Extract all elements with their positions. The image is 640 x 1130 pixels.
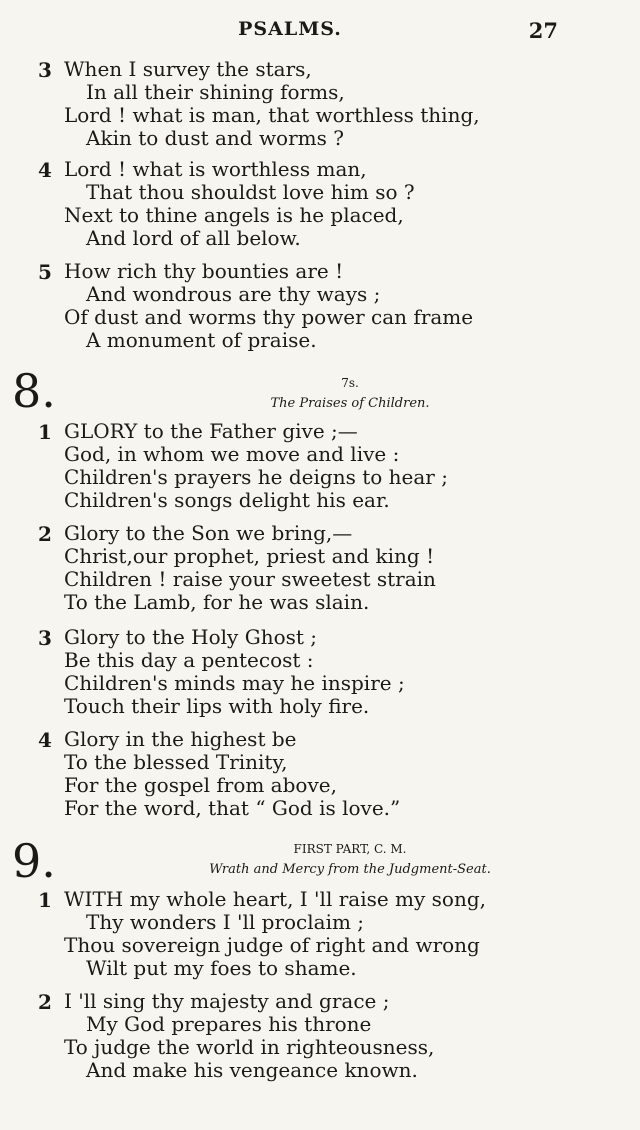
verse-line: Wilt put my foes to shame. xyxy=(86,956,357,980)
verse-line: And lord of all below. xyxy=(86,226,301,250)
verse-line: Next to thine angels is he placed, xyxy=(64,203,404,227)
verse-line: Children ! raise your sweetest strain xyxy=(64,567,436,591)
verse-number: 2 xyxy=(38,522,52,546)
running-head-title: PSALMS. xyxy=(238,18,342,40)
verse-line: Touch their lips with holy fire. xyxy=(64,694,370,718)
verse-number: 2 xyxy=(38,990,52,1014)
page-number: 27 xyxy=(528,18,558,43)
verse-line: Lord ! what is man, that worthless thing, xyxy=(64,103,480,127)
verse-line: Glory to the Son we bring,— xyxy=(64,521,353,545)
verse-line: To the Lamb, for he was slain. xyxy=(64,590,370,614)
psalm-meter: 7s. xyxy=(341,376,359,390)
verse-line: WITH my whole heart, I 'll raise my song, xyxy=(64,887,487,911)
verse-number: 1 xyxy=(38,420,52,444)
verse-line: Be this day a pentecost : xyxy=(64,648,314,672)
psalm-number: 8. xyxy=(12,364,56,418)
psalm-subtitle: Wrath and Mercy from the Judgment-Seat. xyxy=(209,862,491,877)
verse-number: 4 xyxy=(38,728,52,752)
verse-number: 3 xyxy=(38,626,52,650)
verse-line: Of dust and worms thy power can frame xyxy=(64,305,474,329)
verse-line: My God prepares his throne xyxy=(86,1012,372,1036)
verse-line: To judge the world in righteousness, xyxy=(64,1035,435,1059)
psalm-meter: FIRST PART, C. M. xyxy=(293,842,407,856)
verse-line: Children's songs delight his ear. xyxy=(64,488,390,512)
verse-number: 4 xyxy=(38,158,52,182)
verse-line: Akin to dust and worms ? xyxy=(86,126,344,150)
verse-line: To the blessed Trinity, xyxy=(64,750,288,774)
verse-line: GLORY to the Father give ;— xyxy=(64,419,358,443)
psalm-number: 9. xyxy=(12,834,56,888)
verse-line: God, in whom we move and live : xyxy=(64,442,400,466)
verse-line: When I survey the stars, xyxy=(64,57,312,81)
verse-line: Thou sovereign judge of right and wrong xyxy=(64,933,480,957)
verse-line: For the gospel from above, xyxy=(64,773,337,797)
verse-line: Christ,our prophet, priest and king ! xyxy=(64,544,435,568)
running-head xyxy=(0,18,640,46)
psalm-subtitle: The Praises of Children. xyxy=(270,396,430,411)
verse-line: That thou shouldst love him so ? xyxy=(86,180,415,204)
verse-line: A monument of praise. xyxy=(86,328,317,352)
verse-line: Lord ! what is worthless man, xyxy=(64,157,367,181)
verse-line: In all their shining forms, xyxy=(86,80,345,104)
verse-number: 5 xyxy=(38,260,52,284)
verse-line: Children's prayers he deigns to hear ; xyxy=(64,465,448,489)
verse-line: How rich thy bounties are ! xyxy=(64,259,344,283)
verse-line: Glory in the highest be xyxy=(64,727,297,751)
verse-number: 1 xyxy=(38,888,52,912)
verse-line: For the word, that “ God is love.” xyxy=(64,796,401,820)
verse-line: And make his vengeance known. xyxy=(86,1058,418,1082)
verse-line: And wondrous are thy ways ; xyxy=(86,282,381,306)
verse-line: Glory to the Holy Ghost ; xyxy=(64,625,318,649)
verse-number: 3 xyxy=(38,58,52,82)
verse-line: Children's minds may he inspire ; xyxy=(64,671,405,695)
verse-line: I 'll sing thy majesty and grace ; xyxy=(64,989,390,1013)
verse-line: Thy wonders I 'll proclaim ; xyxy=(86,910,365,934)
